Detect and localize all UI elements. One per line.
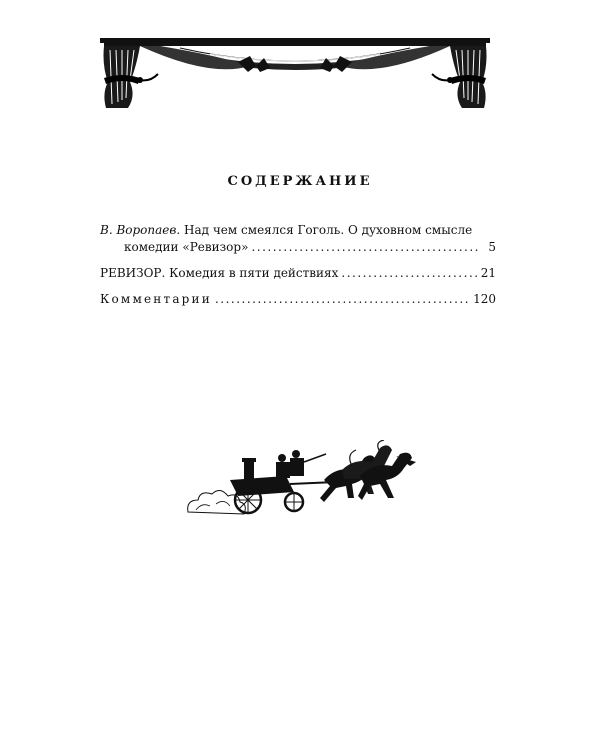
troika-carriage-icon [186, 440, 418, 522]
dot-leader [251, 239, 479, 256]
toc-entry-line2 [100, 239, 496, 256]
toc-entry-commentary[interactable] [100, 291, 496, 308]
theatre-curtain-icon [100, 38, 490, 110]
page-title: СОДЕРЖАНИЕ [227, 174, 373, 189]
toc-entry-revizor[interactable] [100, 265, 496, 282]
toc-title: Комментарии [100, 292, 212, 306]
toc-page-number: 21 [480, 266, 496, 280]
toc-page-number: 120 [473, 292, 496, 306]
toc-entry-line1 [100, 222, 496, 239]
dot-leader [215, 291, 470, 308]
toc-author: В. Воропаев. [100, 223, 181, 237]
table-of-contents [100, 222, 496, 317]
toc-page-number: 5 [488, 240, 496, 254]
toc-entry-essay[interactable] [100, 222, 496, 256]
toc-title: Над чем смеялся Гоголь. О духовном смысле [184, 223, 473, 237]
toc-title: РЕВИЗОР. Комедия в пяти действиях [100, 266, 339, 280]
toc-title-cont: комедии «Ревизор» [124, 240, 249, 254]
dot-leader [341, 265, 477, 282]
